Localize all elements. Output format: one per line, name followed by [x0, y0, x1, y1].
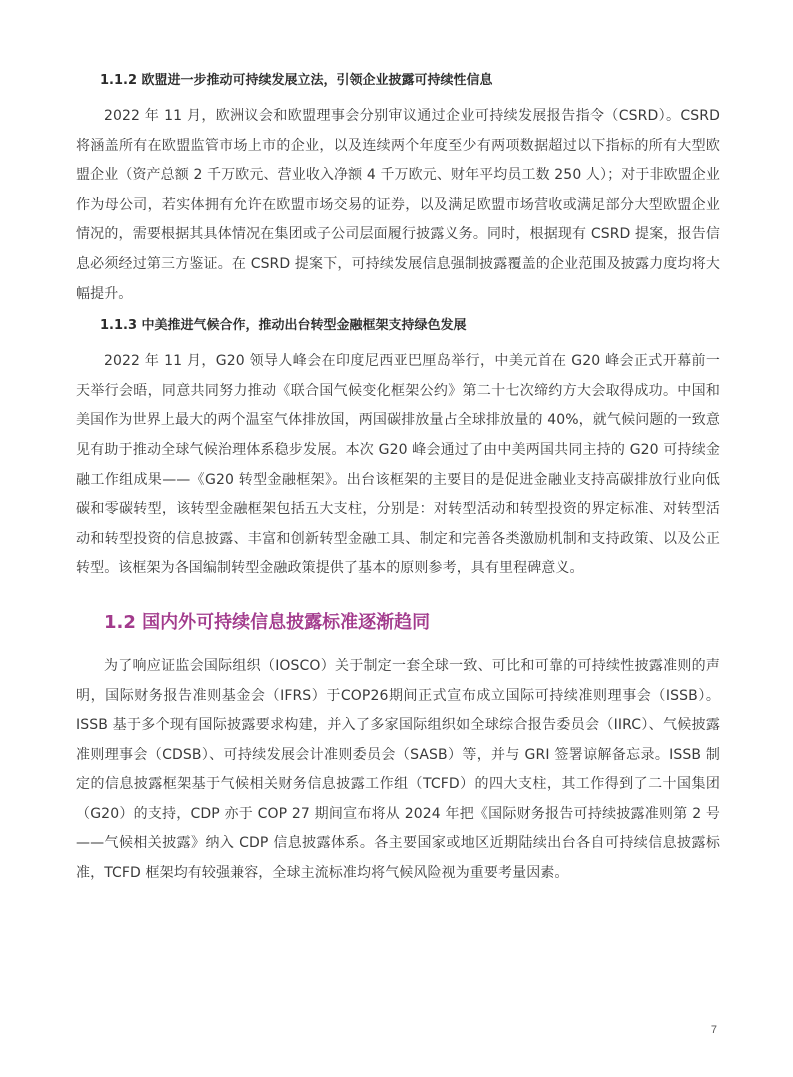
paragraph-eu-csrd: 2022 年 11 月，欧洲议会和欧盟理事会分别审议通过企业可持续发展报告指令（CSRD）。CSRD 将涵盖所有在欧盟监管市场上市的企业，以及连续两个年度至少有两项数据超过以下指标的所有大型欧盟企业（资产总额 2 千万欧元、营业收入净额 4 千万欧元、财年平均员工数 250 人）；对于非欧盟企业作为母公司，若实体拥有允许在欧盟市场交易的证券，以及满足欧盟市场营收或满足部分大型欧盟企业情况的，需要根据其具体情况在集团或子公司层面履行披露义务。同时，根据现有 CSRD 提案，报告信息必须经过第三方鉴证。在 CSRD 提案下，可持续发展信息强制披露覆盖的企业范围及披露力度均将大幅提升。 [76, 108, 720, 302]
subsection-heading-1-1-2: 1.1.2 欧盟进一步推动可持续发展立法，引领企业披露可持续性信息 [100, 73, 493, 88]
page-content [76, 70, 720, 889]
section-heading-1-2: 1.2 国内外可持续信息披露标准逐渐趋同 [104, 611, 431, 633]
subsection-heading-1-1-3: 1.1.3 中美推进气候合作，推动出台转型金融框架支持绿色发展 [100, 318, 467, 334]
paragraph-g20-transition-finance: 2022 年 11 月，G20 领导人峰会在印度尼西亚巴厘岛举行，中美元首在 G20 峰会正式开幕前一天举行会晤，同意共同努力推动《联合国气候变化框架公约》第二十七次缔约方大会取得成功。中国和美国作为世界上最大的两个温室气体排放国，两国碳排放量占全球排放量的 40%，就气候问题的一致意见有助于推动全球气候治理体系稳步发展。本次 G20 峰会通过了由中美两国共同主持的 G20 可持续金融工作组成果——《G20 转型金融框架》。出台该框架的主要目的是促进金融业支持高碳排放行业向低碳和零碳转型，该转型金融框架包括五大支柱，分别是：对转型活动和转型投资的界定标准、对转型活动和转型投资的信息披露、丰富和创新转型金融工具、制定和完善各类激励机制和支持政策、以及公正转型。该框架为各国编制转型金融政策提供了基本的原则参考，具有里程碑意义。 [76, 353, 720, 577]
paragraph-issb-standards: 为了响应证监会国际组织（IOSCO）关于制定一套全球一致、可比和可靠的可持续性披露准则的声明，国际财务报告准则基金会（IFRS）于COP26期间正式宣布成立国际可持续准则理事会（ISSB）。ISSB 基于多个现有国际披露要求构建，并入了多家国际组织如全球综合报告委员会（IIRC）、气候披露准则理事会（CDSB）、可持续发展会计准则委员会（SASB）等，并与 GRI 签署谅解备忘录。ISSB 制定的信息披露框架基于气候相关财务信息披露工作组（TCFD）的四大支柱，其工作得到了二十国集团（G20）的支持，CDP 亦于 COP 27 期间宣布将从 2024 年把《国际财务报告可持续披露准则第 2 号——气候相关披露》纳入 CDP 信息披露体系。各主要国家或地区近期陆续出台各自可持续信息披露标准，TCFD 框架均有较强兼容，全球主流标准均将气候风险视为重要考量因素。 [76, 657, 720, 882]
page-number: 7 [710, 1024, 717, 1036]
